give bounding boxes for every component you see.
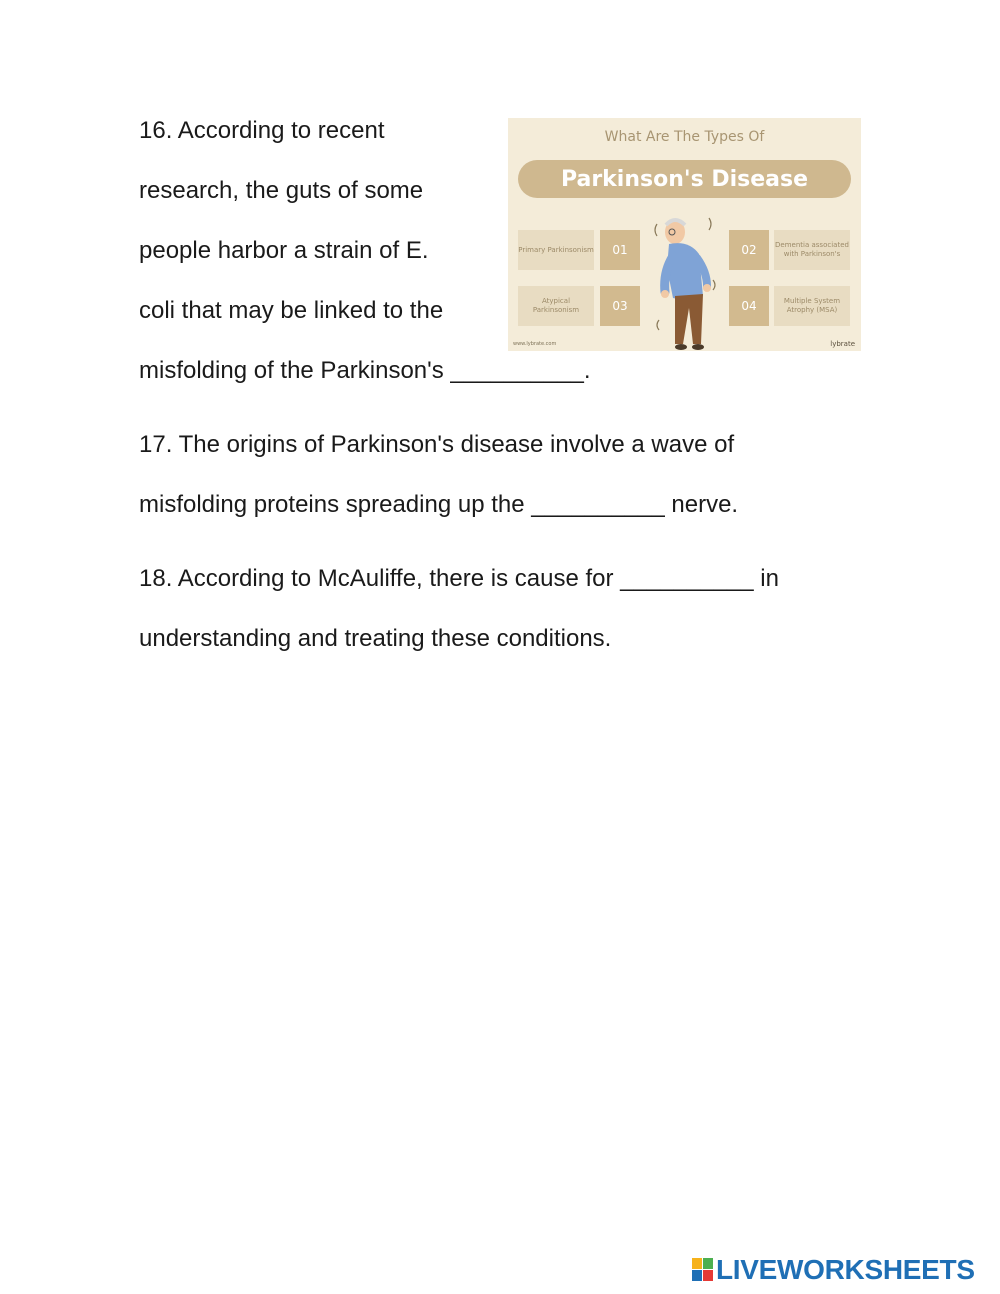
infographic-item-2-label: Dementia associated with Parkinson's <box>774 230 850 270</box>
question-16-line-4: coli that may be linked to the <box>139 297 444 324</box>
infographic-item-4-label: Multiple System Atrophy (MSA) <box>774 286 850 326</box>
liveworksheets-logo-icon <box>692 1258 714 1282</box>
question-16-line-3: people harbor a strain of E. <box>139 237 429 264</box>
liveworksheets-logo-text: LIVEWORKSHEETS <box>716 1254 975 1285</box>
infographic-item-1-label: Primary Parkinsonism <box>518 230 594 270</box>
question-17-line-1: 17. The origins of Parkinson's disease involve a wave of <box>139 431 735 458</box>
question-18-line-1: 18. According to McAuliffe, there is cause for __________ in <box>139 565 779 592</box>
infographic-item-3-number: 03 <box>600 286 640 326</box>
question-16-line-2: research, the guts of some <box>139 177 424 204</box>
infographic-banner-text: Parkinson's Disease <box>560 166 809 192</box>
elderly-man-illustration <box>651 210 721 351</box>
infographic-item-4-number: 04 <box>729 286 769 326</box>
infographic-footer-url: www.lybrate.com <box>513 341 557 347</box>
parkinsons-infographic <box>508 118 861 351</box>
question-18-line-2: understanding and treating these conditions. <box>139 625 612 652</box>
infographic-item-2-number: 02 <box>729 230 769 270</box>
liveworksheets-logo <box>692 1255 975 1285</box>
question-16-line-1: 16. According to recent <box>139 117 385 144</box>
question-17-line-2: misfolding proteins spreading up the __________ nerve. <box>139 491 739 518</box>
infographic-banner <box>518 160 851 198</box>
infographic-footer-brand: lybrate <box>830 340 855 348</box>
infographic-title: What Are The Types Of <box>604 129 765 145</box>
infographic-item-1-number: 01 <box>600 230 640 270</box>
question-16-line-5: misfolding of the Parkinson's __________. <box>139 357 591 384</box>
infographic-item-3-label: Atypical Parkinsonism <box>518 286 594 326</box>
